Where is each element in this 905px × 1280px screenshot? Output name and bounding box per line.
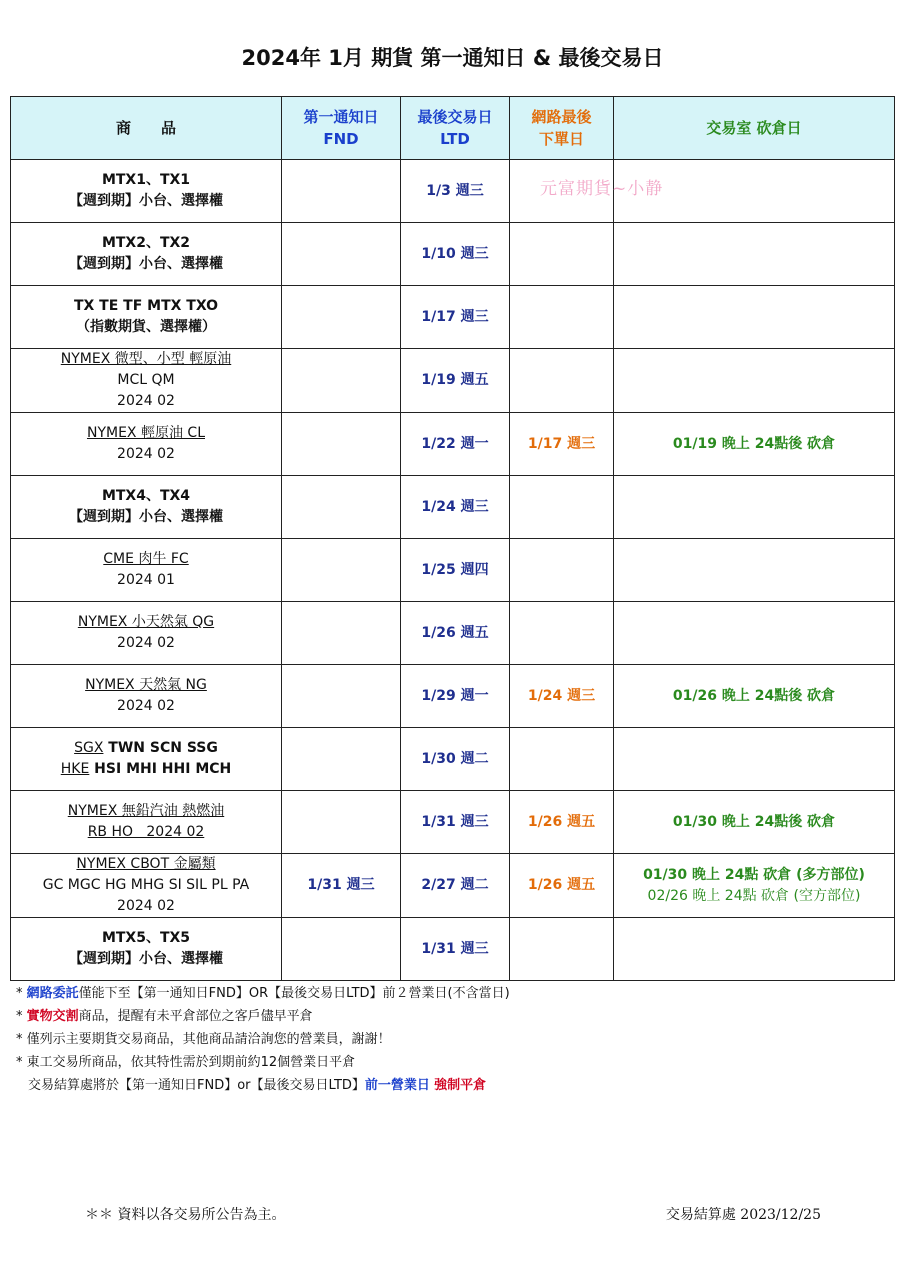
web-cell xyxy=(510,539,614,602)
table-row xyxy=(11,791,895,854)
product-cell xyxy=(11,728,282,791)
product-line: （指數期貨、選擇權） xyxy=(76,319,216,335)
fnd-cell xyxy=(282,223,401,286)
note-text: 商品，提醒有未平倉部位之客戶儘早平倉 xyxy=(78,1009,313,1024)
product-cell xyxy=(11,476,282,539)
product-line: 【週到期】小台、選擇權 xyxy=(69,193,223,209)
ltd-cell: 2/27 週二 xyxy=(401,854,510,918)
liquidation-cell xyxy=(614,728,895,791)
product-cell xyxy=(11,918,282,981)
fnd-cell: 1/31 週三 xyxy=(282,854,401,918)
header-web-line1: 網路最後 xyxy=(531,108,592,126)
product-line: MTX5、TX5 xyxy=(101,930,191,946)
liquidation-cell xyxy=(614,349,895,413)
product-line xyxy=(11,759,281,780)
header-liquidation: 交易室 砍倉日 xyxy=(614,97,895,160)
note-highlight: 網路委託 xyxy=(26,986,79,1001)
product-line: TX TE TF MTX TXO xyxy=(73,298,219,314)
ltd-cell: 1/10 週三 xyxy=(401,223,510,286)
table-row xyxy=(11,854,895,918)
fnd-cell xyxy=(282,791,401,854)
fnd-cell xyxy=(282,665,401,728)
product-line: MTX1、TX1 xyxy=(101,172,191,188)
product-cell xyxy=(11,160,282,223)
ltd-cell: 1/31 週三 xyxy=(401,918,510,981)
note-line: * 東工交易所商品，依其特性需於到期前約12個營業日平倉 xyxy=(16,1055,356,1070)
liquidation-cell xyxy=(614,539,895,602)
table-row xyxy=(11,160,895,223)
note-highlight: 前一營業日 xyxy=(364,1078,430,1093)
product-cell xyxy=(11,413,282,476)
product-line: NYMEX 天然氣 NG xyxy=(85,677,207,693)
web-cell xyxy=(510,349,614,413)
note-line xyxy=(16,1005,510,1028)
web-cell xyxy=(510,602,614,665)
header-ltd-line2: LTD xyxy=(440,130,470,148)
header-ltd xyxy=(401,97,510,160)
note-bullet: * xyxy=(16,1009,23,1024)
product-cell xyxy=(11,349,282,413)
header-ltd-line1: 最後交易日 xyxy=(417,108,493,126)
header-web xyxy=(510,97,614,160)
note-line xyxy=(16,982,510,1005)
web-cell xyxy=(510,476,614,539)
product-line: 【週到期】小台、選擇權 xyxy=(69,256,223,272)
product-cell xyxy=(11,223,282,286)
exchange-label: SGX xyxy=(74,740,104,756)
product-line: CME 肉牛 FC xyxy=(103,551,189,567)
product-line: 2024 02 xyxy=(117,635,175,651)
table-row xyxy=(11,349,895,413)
product-line: 2024 02 xyxy=(117,393,175,409)
liquidation-cell xyxy=(614,223,895,286)
web-cell: 1/26 週五 xyxy=(510,791,614,854)
note-bullet: * xyxy=(16,986,23,1001)
notes-section xyxy=(16,982,510,1097)
ltd-cell: 1/3 週三 xyxy=(401,160,510,223)
schedule-table xyxy=(10,96,895,981)
page-title: 2024年 1月 期貨 第一通知日 & 最後交易日 xyxy=(241,46,664,70)
footer-disclaimer: ＊＊ 資料以各交易所公告為主。 xyxy=(85,1207,286,1223)
product-line: RB HO 2024 02 xyxy=(87,824,205,840)
liquidation-cell: 01/30 晚上 24點後 砍倉 xyxy=(614,791,895,854)
liquidation-cell xyxy=(614,602,895,665)
web-cell: 1/17 週三 xyxy=(510,413,614,476)
web-cell xyxy=(510,918,614,981)
web-cell xyxy=(510,286,614,349)
product-line: NYMEX 微型、小型 輕原油 xyxy=(60,351,232,367)
exchange-label: HKE xyxy=(60,761,90,777)
header-fnd-line1: 第一通知日 xyxy=(303,108,379,126)
web-cell xyxy=(510,728,614,791)
product-line: 2024 01 xyxy=(117,572,175,588)
product-cell xyxy=(11,791,282,854)
fnd-cell xyxy=(282,160,401,223)
liquidation-cell xyxy=(614,918,895,981)
header-fnd xyxy=(282,97,401,160)
ltd-cell: 1/17 週三 xyxy=(401,286,510,349)
table-row xyxy=(11,286,895,349)
table-row xyxy=(11,413,895,476)
header-web-line2: 下單日 xyxy=(538,130,584,148)
product-line: NYMEX 輕原油 CL xyxy=(86,425,205,441)
web-cell: 1/24 週三 xyxy=(510,665,614,728)
product-line xyxy=(11,738,281,759)
table-row xyxy=(11,539,895,602)
note-highlight: 實物交割 xyxy=(26,1009,79,1024)
product-cell xyxy=(11,854,282,918)
ltd-cell: 1/24 週三 xyxy=(401,476,510,539)
fnd-cell xyxy=(282,476,401,539)
table-row xyxy=(11,223,895,286)
table-row xyxy=(11,728,895,791)
watermark-text: 元富期貨~小静 xyxy=(540,179,664,199)
product-codes: HSI MHI HHI MCH xyxy=(89,761,232,777)
product-line: MTX4、TX4 xyxy=(101,488,191,504)
ltd-cell: 1/31 週三 xyxy=(401,791,510,854)
fnd-cell xyxy=(282,602,401,665)
note-line: * 僅列示主要期貨交易商品，其他商品請洽詢您的營業員，謝謝！ xyxy=(16,1032,391,1047)
product-cell xyxy=(11,665,282,728)
product-line: 【週到期】小台、選擇權 xyxy=(69,509,223,525)
note-highlight: 強制平倉 xyxy=(434,1078,487,1093)
fnd-cell xyxy=(282,918,401,981)
product-line: NYMEX 無鉛汽油 熱燃油 xyxy=(67,803,225,819)
ltd-cell: 1/30 週二 xyxy=(401,728,510,791)
note-text: 僅能下至【第一通知日FND】OR【最後交易日LTD】前２營業日(不含當日) xyxy=(78,986,510,1001)
table-header-row xyxy=(11,97,895,160)
product-cell xyxy=(11,539,282,602)
table-row xyxy=(11,602,895,665)
product-line: GC MGC HG MHG SI SIL PL PA xyxy=(42,877,250,893)
table-row xyxy=(11,665,895,728)
liquidation-line-short: 02/26 晚上 24點 砍倉 (空方部位) xyxy=(647,887,861,904)
liquidation-cell: 01/19 晚上 24點後 砍倉 xyxy=(614,413,895,476)
header-product: 商 品 xyxy=(11,97,282,160)
product-line: 2024 02 xyxy=(117,898,175,914)
product-cell xyxy=(11,286,282,349)
product-line: MTX2、TX2 xyxy=(101,235,191,251)
web-cell xyxy=(510,223,614,286)
fnd-cell xyxy=(282,349,401,413)
fnd-cell xyxy=(282,728,401,791)
fnd-cell xyxy=(282,413,401,476)
table-row xyxy=(11,918,895,981)
table-row xyxy=(11,476,895,539)
footer-issuer-date: 交易結算處 2023/12/25 xyxy=(665,1207,821,1223)
product-line: 【週到期】小台、選擇權 xyxy=(69,951,223,967)
product-line: 2024 02 xyxy=(117,698,175,714)
ltd-cell: 1/26 週五 xyxy=(401,602,510,665)
product-codes: TWN SCN SSG xyxy=(103,740,218,756)
fnd-cell xyxy=(282,286,401,349)
liquidation-cell xyxy=(614,286,895,349)
product-line: 2024 02 xyxy=(117,446,175,462)
product-line: NYMEX CBOT 金屬類 xyxy=(76,856,216,872)
liquidation-cell: 01/26 晚上 24點後 砍倉 xyxy=(614,665,895,728)
note-text: 交易結算處將於【第一通知日FND】or【最後交易日LTD】 xyxy=(28,1078,365,1093)
ltd-cell: 1/25 週四 xyxy=(401,539,510,602)
ltd-cell: 1/19 週五 xyxy=(401,349,510,413)
product-cell xyxy=(11,602,282,665)
liquidation-cell xyxy=(614,476,895,539)
web-cell: 1/26 週五 xyxy=(510,854,614,918)
product-line: NYMEX 小天然氣 QG xyxy=(77,614,215,630)
fnd-cell xyxy=(282,539,401,602)
note-line xyxy=(16,1074,510,1097)
product-line: MCL QM xyxy=(117,372,175,388)
ltd-cell: 1/22 週一 xyxy=(401,413,510,476)
header-fnd-line2: FND xyxy=(323,130,359,148)
liquidation-cell xyxy=(614,854,895,918)
ltd-cell: 1/29 週一 xyxy=(401,665,510,728)
liquidation-line-long: 01/30 晚上 24點 砍倉 (多方部位) xyxy=(643,866,865,883)
